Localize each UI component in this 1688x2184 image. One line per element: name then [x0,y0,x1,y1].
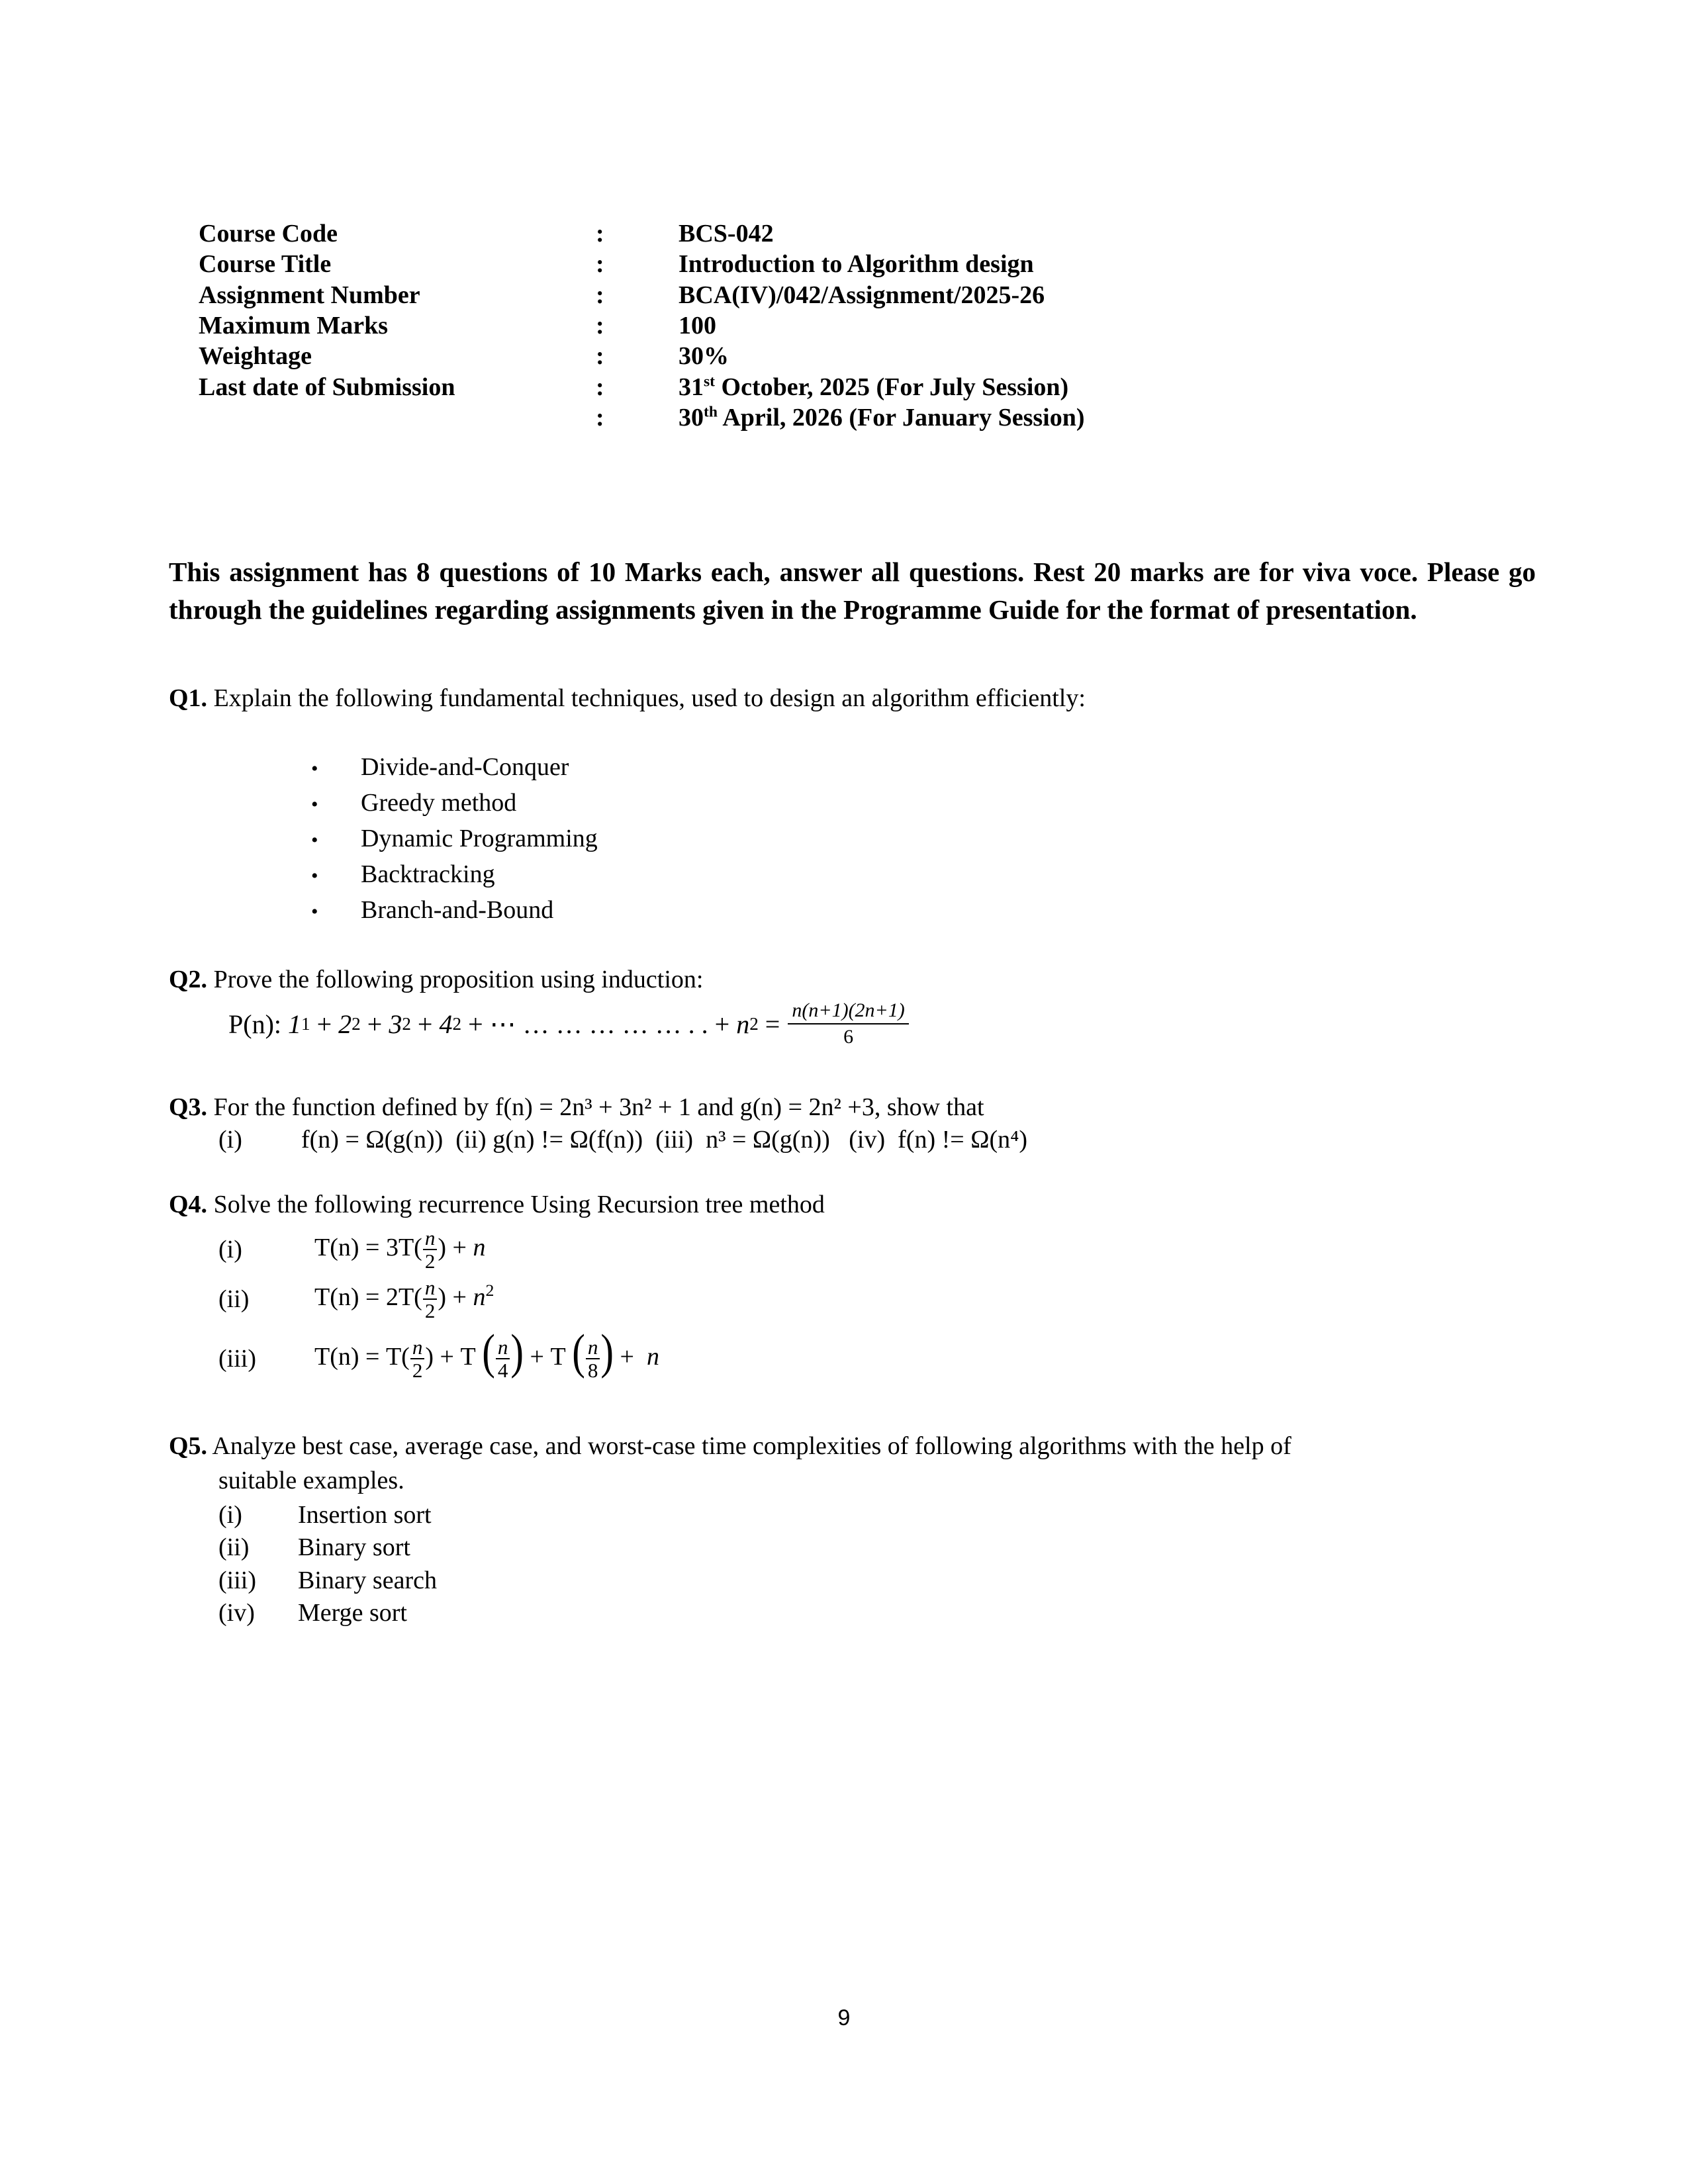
subitem-roman-iii: (iii) [218,1345,256,1373]
question-4-item-iii [218,1324,659,1383]
list-item [311,897,1304,933]
question-5 [169,1430,1516,1463]
question-1 [169,682,1532,715]
subitem-text-ii: Binary sort [298,1533,410,1562]
formula-term-1: 1 [288,1009,301,1039]
list-item [311,754,1304,790]
subitem-roman-iii: (iii) [655,1126,694,1154]
question-4-label: Q4. [169,1191,208,1218]
list-item-label: Greedy method [361,789,517,817]
fraction-denominator: 2 [412,1359,423,1383]
question-1-label: Q1. [169,684,208,712]
subitem-roman-ii: (ii) [218,1533,250,1562]
meta-colon: : [596,281,604,309]
formula-term-2: 2 [338,1009,352,1039]
fraction-n-over-2 [423,1228,438,1271]
subitem-roman-i: (i) [218,1236,242,1264]
term-n-squared: n [473,1283,486,1311]
subitem-text-iii: Binary search [298,1566,437,1594]
question-2 [169,963,1532,996]
list-item [218,1597,437,1629]
meta-row-course-code [199,218,1324,249]
question-5-line [169,1430,1516,1463]
meta-label-course-title: Course Title [199,250,332,279]
meta-value-weightage: 30% [679,342,729,371]
question-5-text: Analyze best case, average case, and worst-case time complexities of following algorithms with the help of [207,1432,1291,1460]
fraction-denominator: 8 [587,1359,598,1383]
date-rest: October, 2025 (For July Session) [715,373,1069,401]
meta-label-assignment-number: Assignment Number [199,281,420,309]
spacer [487,1126,493,1154]
formula-plus: + [310,1009,339,1039]
question-4 [169,1188,1532,1221]
fraction-denominator: 4 [497,1359,508,1383]
date-day: 31 [679,373,704,401]
list-item [218,1499,437,1531]
fraction-numerator: n(n+1)(2n+1) [788,999,908,1024]
list-item-label: Branch-and-Bound [361,896,554,924]
fraction-n-over-8 [586,1337,600,1381]
question-1-line [169,682,1532,715]
meta-value-maximum-marks: 100 [679,312,716,340]
meta-row-maximum-marks [199,310,1324,341]
subitem-text-iii: n³ = Ω(g(n)) [706,1126,830,1154]
subitem-text-i: Insertion sort [298,1501,432,1529]
spacer [443,1126,455,1154]
formula-term-3: 3 [389,1009,402,1039]
meta-colon: : [596,312,604,340]
question-4-item-ii [218,1277,494,1321]
fraction-n-over-4 [496,1337,510,1381]
right-paren: ) [600,1324,614,1379]
fraction-denominator: 6 [843,1026,854,1048]
fraction-denominator: 2 [424,1299,436,1323]
subitem-roman-ii: (ii) [455,1126,487,1154]
subitem-text-iv: f(n) != Ω(n⁴) [898,1126,1028,1154]
formula-plus: + [461,1009,490,1039]
recurrence-expression-ii: T(n) = 2T( $\frac{n}{2}$ ) + $n^2$ [314,1276,494,1323]
meta-value-assignment-number: BCA(IV)/042/Assignment/2025-26 [679,281,1045,309]
meta-value-course-code: BCS-042 [679,220,774,248]
fraction-numerator: n [496,1337,510,1359]
formula-term-n: n [736,1009,750,1039]
meta-colon: : [596,220,604,248]
formula-ellipsis: ⋯ … … … … … . . [489,1009,708,1039]
meta-value-last-date-january [679,402,1324,433]
meta-label-empty [199,402,596,433]
question-2-text: Prove the following proposition using induction: [207,966,704,993]
term-n: n [646,1342,659,1371]
recurrence-expression-i: T(n) = 3T( $\frac{n}{2}$ ) + n [314,1226,486,1273]
formula-space [780,1009,786,1040]
question-4-text: Solve the following recurrence Using Recursion tree method [207,1191,825,1218]
meta-label-last-date: Last date of Submission [199,373,455,401]
fraction-numerator: n [586,1337,600,1359]
meta-row-last-date-july [199,372,1324,402]
page-number: 9 [837,2005,851,2030]
formula-term-4: 4 [439,1009,453,1039]
fraction-numerator: n [423,1277,438,1300]
subitem-roman-ii: (ii) [218,1285,250,1314]
subitem-roman-iv: (iv) [849,1126,886,1154]
list-item-label: Backtracking [361,860,495,888]
spacer [885,1126,898,1154]
meta-value-last-date-july [679,372,1324,402]
bullet-icon: • [311,901,318,923]
formula-plus: + [360,1009,389,1039]
recurrence-expression-iii: T(n) = T( $\frac{n}{2}$ ) + T ( $\frac{n}{4}$ ) + T ( $\frac{n}{8}$ ) + n [314,1324,659,1383]
meta-row-course-title [199,249,1324,279]
subitem-roman-iii: (iii) [218,1566,256,1594]
meta-value-course-title: Introduction to Algorithm design [679,250,1034,279]
meta-label-maximum-marks: Maximum Marks [199,312,389,340]
bullet-icon: • [311,829,318,851]
subitem-text-iv: Merge sort [298,1599,407,1627]
question-2-label: Q2. [169,966,208,993]
list-item-label: Divide-and-Conquer [361,753,569,781]
date-day: 30 [679,404,704,432]
formula-lhs: P(n): [228,1009,288,1039]
question-3-label: Q3. [169,1093,208,1121]
meta-colon: : [596,404,604,432]
spacer [830,1126,849,1154]
spacer [643,1126,655,1154]
date-ordinal: th [704,403,718,421]
question-5-text-continued: suitable examples. [218,1467,404,1494]
question-3 [169,1091,1532,1124]
term-n: n [473,1233,486,1261]
list-item [218,1531,437,1564]
date-rest: April, 2026 (For January Session) [717,404,1085,432]
question-1-text: Explain the following fundamental techniques, used to design an algorithm efficiently: [207,684,1086,712]
term-exponent: 2 [485,1281,494,1300]
date-ordinal: st [704,373,716,390]
meta-label-course-code: Course Code [199,220,338,248]
meta-row-last-date-january [199,402,1324,433]
bullet-icon: • [311,758,318,780]
question-2-line [169,963,1532,996]
question-5-label: Q5. [169,1432,208,1460]
fraction-n-over-2 [410,1337,425,1381]
question-3-subitems [218,1125,1027,1154]
spacer [693,1126,706,1154]
question-3-line [169,1091,1532,1124]
formula-equals-sign: = [765,1009,780,1039]
question-4-line [169,1188,1532,1221]
question-5-subitems [218,1499,437,1630]
list-item [311,862,1304,897]
course-meta-table [199,218,1324,433]
assignment-instructions: This assignment has 8 questions of 10 Marks each, answer all questions. Rest 20 marks are for viva voce. Please go through the guidelines regarding assignments given in the Programme Guide for the format of presentation. [169,557,1536,625]
formula-equals [759,1009,765,1040]
list-item [218,1565,437,1597]
fraction-n-over-2 [423,1277,438,1321]
subitem-roman-iv: (iv) [218,1599,255,1627]
list-item-label: Dynamic Programming [361,825,598,852]
formula-plus: + [708,1009,737,1039]
formula-fraction [788,999,908,1048]
subitem-roman-i: (i) [218,1126,242,1154]
fraction-numerator: n [423,1228,438,1250]
meta-row-weightage [199,341,1324,371]
formula-plus: + [410,1009,440,1039]
list-item [311,790,1304,826]
bullet-icon: • [311,865,318,887]
subitem-text-ii: g(n) != Ω(f(n)) [492,1126,643,1154]
question-3-text: For the function defined by f(n) = 2n³ + 3n² + 1 and g(n) = 2n² +3, show that [207,1093,984,1121]
question-2-formula: P(n): 1 1 + 2 2 + 3 2 + 4 2 + ⋯ … … … … … . . + n 2 = $\frac{n(n+1)(2n+1)}{6}$ [228,999,910,1048]
list-item [311,826,1304,862]
left-paren: ( [572,1324,585,1379]
meta-row-assignment-number [199,280,1324,310]
fraction-numerator: n [410,1337,425,1359]
left-paren: ( [482,1324,495,1379]
meta-colon: : [596,342,604,371]
subitem-text-i: f(n) = Ω(g(n)) [301,1126,444,1154]
right-paren: ) [510,1324,524,1379]
meta-colon: : [596,373,604,401]
meta-colon: : [596,250,604,279]
subitem-roman-i: (i) [218,1501,242,1529]
question-1-bullet-list [311,754,1304,933]
question-4-item-i [218,1228,486,1271]
fraction-denominator: 2 [424,1250,436,1273]
meta-label-weightage: Weightage [199,342,312,371]
bullet-icon: • [311,794,318,815]
